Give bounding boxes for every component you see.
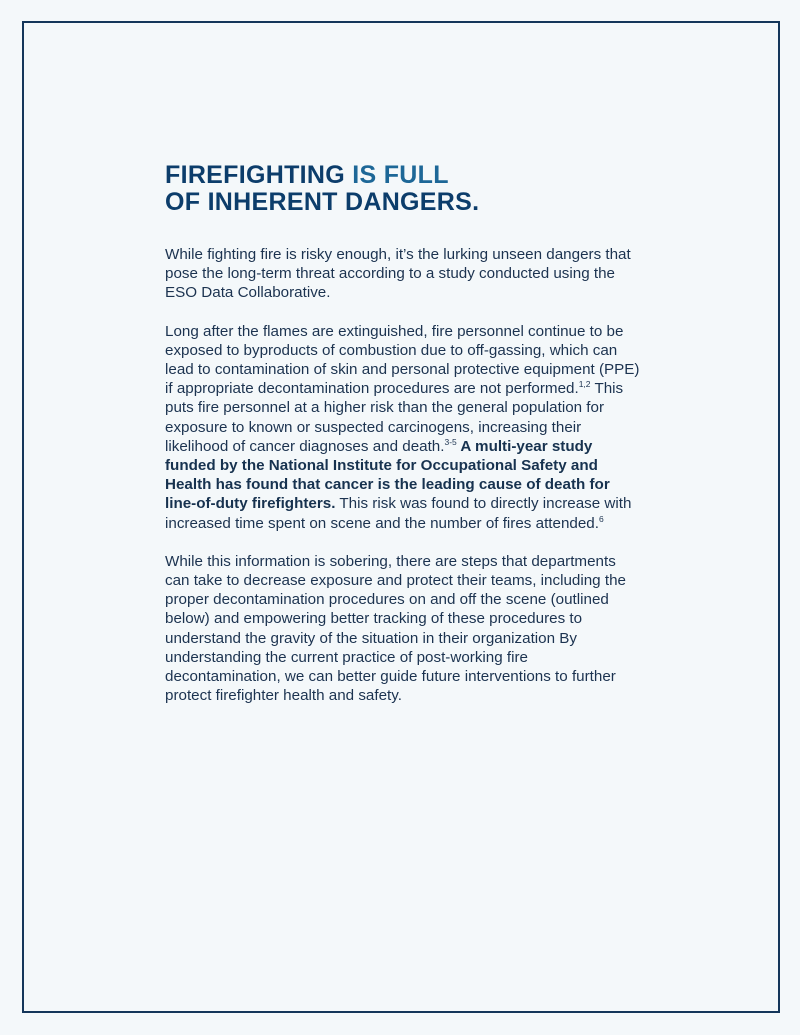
page-heading [165, 162, 640, 216]
risk-text-3: This risk was found to directly increase with increased time spent on scene and the number of fires attended. [165, 495, 632, 532]
heading-keyword: FIREFIGHTING [165, 161, 345, 189]
article-content [165, 162, 640, 705]
risk-text-1: Long after the flames are extinguished, fire personnel continue to be exposed to byproducts of combustion due to off-gassing, which can lead to contamination of skin and personal protective equipment (PPE) if appropriate decontamination procedures are not performed. [165, 322, 640, 398]
heading-line-1-rest: IS FULL [344, 161, 449, 189]
niosh-finding: A multi-year study funded by the National Institute for Occupational Safety and Health has found that cancer is the leading cause of death for line-of-duty firefighters. [165, 437, 610, 513]
steps-paragraph: While this information is sobering, there are steps that departments can take to decrease exposure and protect their teams, including the proper decontamination procedures on and off the scene (outlined below) and empowering better tracking of these procedures to understand the gravity of the situation in their organization By understanding the current practice of post-working fire decontamination, we can better guide future interventions to further protect firefighter health and safety. [165, 552, 626, 705]
heading-line-2: OF INHERENT DANGERS. [165, 188, 480, 216]
risk-text-2: This puts fire personnel at a higher risk than the general population for exposure to known or suspected carcinogens, increasing their likelihood of cancer diagnoses and death. [165, 380, 624, 455]
risk-paragraph [165, 322, 640, 533]
citation-1-2: 1,2 [578, 379, 591, 390]
intro-paragraph: While fighting fire is risky enough, it’s the lurking unseen dangers that pose the long-term threat according to a study conducted using the ESO Data Collaborative. [165, 246, 631, 302]
citation-6: 6 [598, 513, 604, 524]
heading-line-1 [165, 162, 640, 189]
citation-3-5: 3-5 [444, 436, 457, 447]
